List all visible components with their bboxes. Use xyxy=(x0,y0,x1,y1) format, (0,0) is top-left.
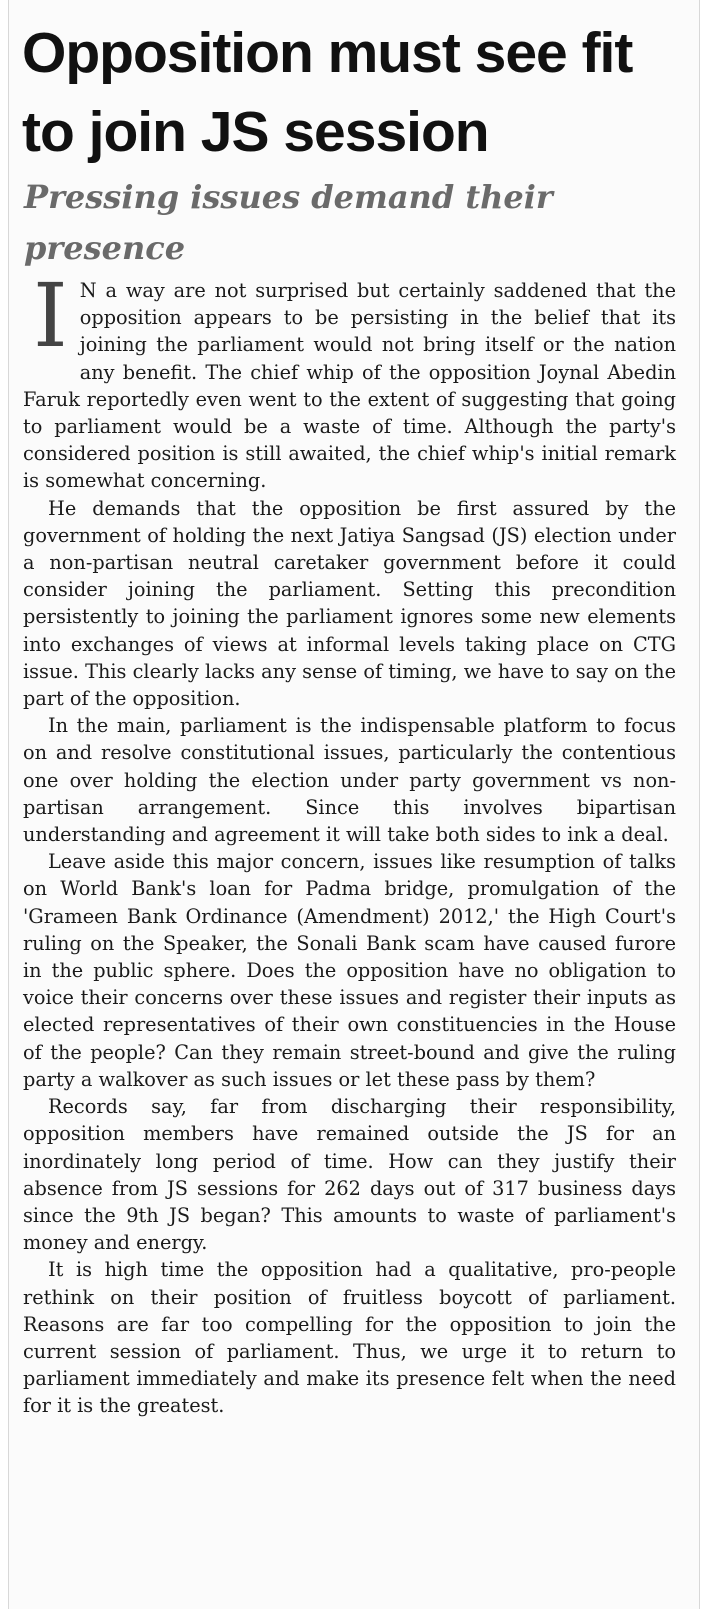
headline: Opposition must see fit to join JS session xyxy=(22,21,633,164)
article-paragraph xyxy=(23,264,676,495)
article-paragraph: He demands that the opposition be first assured by the government of holding the next Jatiya Sangsad (JS) election under a non-partisan neutral caretaker government before it could consider joining the parliament. Setting this precondition persistently to joining the parliament ignores some new elements into exchanges of views at informal levels taking place on CTG issue. This clearly lacks any sense of timing, we have to say on the part of the opposition. xyxy=(23,496,676,711)
paragraph-text: N a way are not surprised but certainly saddened that the opposition appears to be persisting in the belief that its joining the parliament would not bring itself or the nation any benefit. The chief whip of the opposition Joynal Abedin Faruk reportedly even went to the extent of suggesting that going to parliament would be a waste of time. Although the party's considered position is still awaited, the chief whip's initial remark is somewhat concerning. xyxy=(23,279,676,493)
article-body xyxy=(23,264,676,1420)
article-paragraph: It is high time the opposition had a qualitative, pro-people rethink on their position of fruitless boycott of parliament. Reasons are far too compelling for the opposition to join the current session of parliament. Thus, we urge it to return to parliament immediately and make its presence felt when the need for it is the greatest. xyxy=(23,1258,676,1418)
article-paragraph: Leave aside this major concern, issues like resumption of talks on World Bank's loan for Padma bridge, promulgation of the 'Grameen Bank Ordinance (Amendment) 2012,' the High Court's ruling on the Speaker, the Sonali Bank scam have caused furore in the public sphere. Does the opposition have no obligation to voice their concerns over these issues and register their inputs as elected representatives of their own constituencies in the House of the people? Can they remain street-bound and give the ruling party a walkover as such issues or let these pass by them? xyxy=(23,850,676,1091)
article-paragraph: In the main, parliament is the indispensable platform to focus on and resolve constitutional issues, particularly the contentious one over holding the election under party government vs non-partisan arrangement. Since this involves bipartisan understanding and agreement it will take both sides to ink a deal. xyxy=(23,714,676,847)
article-paragraph: Records say, far from discharging their responsibility, opposition members have remained outside the JS for an inordinately long period of time. How can they justify their absence from JS sessions for 262 days out of 317 business days since the 9th JS began? This amounts to waste of parliament's money and energy. xyxy=(23,1095,676,1255)
drop-cap: I xyxy=(33,264,68,367)
subheadline: Pressing issues demand their presence xyxy=(24,178,553,267)
